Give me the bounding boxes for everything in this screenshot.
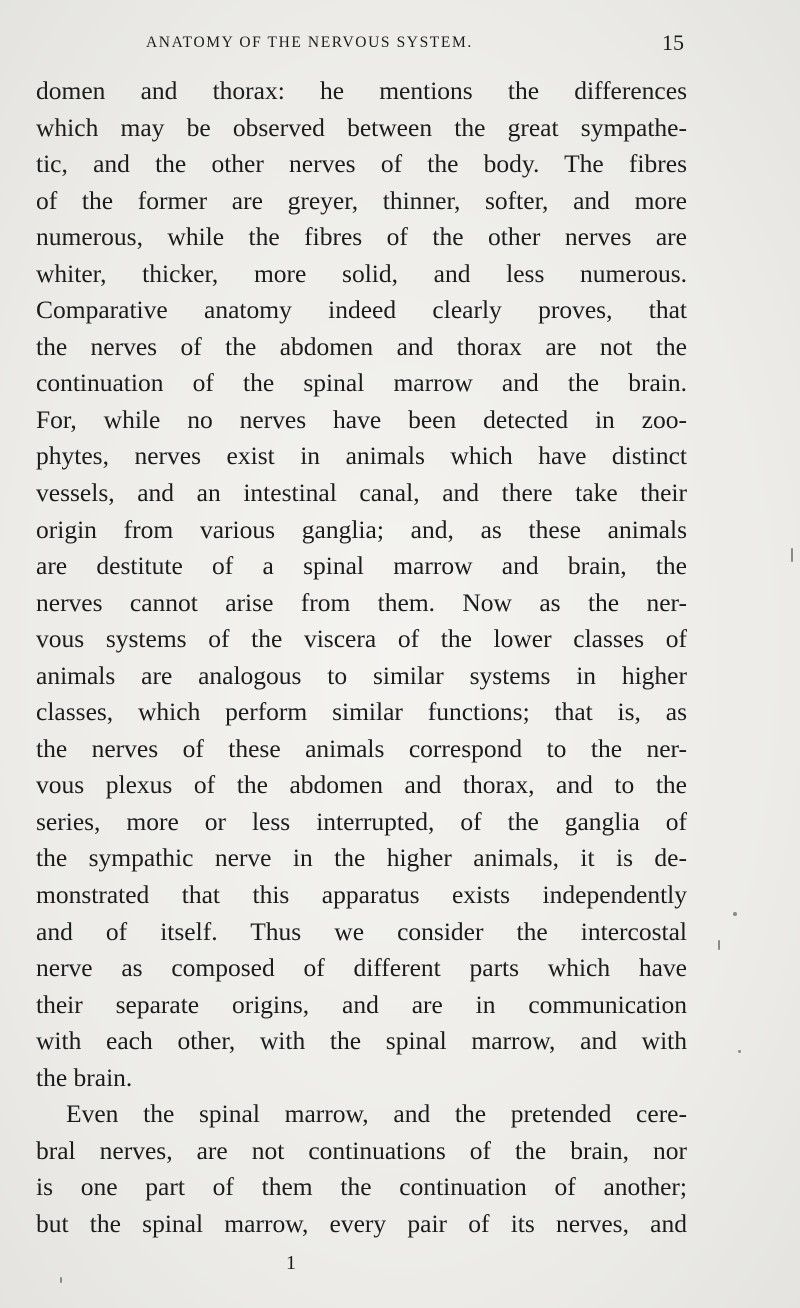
- page-header: [36, 30, 686, 62]
- text-line: are destitute of a spinal marrow and brain, the: [36, 551, 687, 581]
- text-line: numerous, while the fibres of the other nerves are: [36, 222, 687, 252]
- text-line: the nerves of the abdomen and thorax are not the: [36, 331, 687, 361]
- text-line: of the former are greyer, thinner, softer, and more: [36, 185, 687, 215]
- text-line: animals are analogous to similar systems in higher: [36, 660, 687, 690]
- text-line: series, more or less interrupted, of the ganglia of: [36, 806, 687, 836]
- text-line: Comparative anatomy indeed clearly proves, that: [36, 295, 687, 325]
- paper-speck: [733, 912, 737, 916]
- text-line: and of itself. Thus we consider the intercostal: [36, 916, 687, 946]
- paper-speck: [60, 1277, 62, 1283]
- text-line: tic, and the other nerves of the body. The fibres: [36, 149, 687, 179]
- paragraph-2: [36, 1096, 687, 1242]
- signature-mark: 1: [286, 1252, 296, 1274]
- text-line: the brain.: [36, 1062, 133, 1092]
- text-line: which may be observed between the great sympathe-: [36, 112, 687, 142]
- text-line: their separate origins, and are in communication: [36, 989, 687, 1019]
- text-line: For, while no nerves have been detected in zoo-: [36, 404, 687, 434]
- paper-speck: [718, 940, 720, 950]
- text-line: Even the spinal marrow, and the pretended cere-: [66, 1099, 687, 1129]
- page-number: 15: [662, 30, 684, 55]
- text-line: nerve as composed of different parts which have: [36, 953, 687, 983]
- text-line: vous systems of the viscera of the lower classes of: [36, 624, 687, 654]
- text-line: the nerves of these animals correspond to the ner-: [36, 733, 687, 763]
- text-line: origin from various ganglia; and, as these animals: [36, 514, 687, 544]
- text-line: the sympathic nerve in the higher animals, it is de-: [36, 843, 687, 873]
- text-line: bral nerves, are not continuations of the brain, nor: [36, 1135, 687, 1165]
- text-line: but the spinal marrow, every pair of its nerves, and: [36, 1208, 687, 1238]
- text-line: vous plexus of the abdomen and thorax, and to the: [36, 770, 687, 800]
- text-line: is one part of them the continuation of another;: [36, 1172, 687, 1202]
- body-text: [36, 73, 687, 1243]
- text-line: with each other, with the spinal marrow, and with: [36, 1026, 687, 1056]
- text-line: classes, which perform similar functions; that is, as: [36, 697, 687, 727]
- running-head: ANATOMY OF THE NERVOUS SYSTEM.: [146, 34, 473, 51]
- text-line: nerves cannot arise from them. Now as the ner-: [36, 587, 687, 617]
- text-line: monstrated that this apparatus exists independently: [36, 880, 687, 910]
- text-line: vessels, and an intestinal canal, and there take their: [36, 478, 687, 508]
- text-line: phytes, nerves exist in animals which have distinct: [36, 441, 687, 471]
- text-line: whiter, thicker, more solid, and less numerous.: [36, 258, 687, 288]
- text-line: domen and thorax: he mentions the differences: [36, 76, 687, 105]
- paper-speck: [791, 548, 793, 562]
- paper-speck: [738, 1050, 741, 1053]
- paragraph-1: [36, 73, 687, 1096]
- text-line: continuation of the spinal marrow and the brain.: [36, 368, 687, 398]
